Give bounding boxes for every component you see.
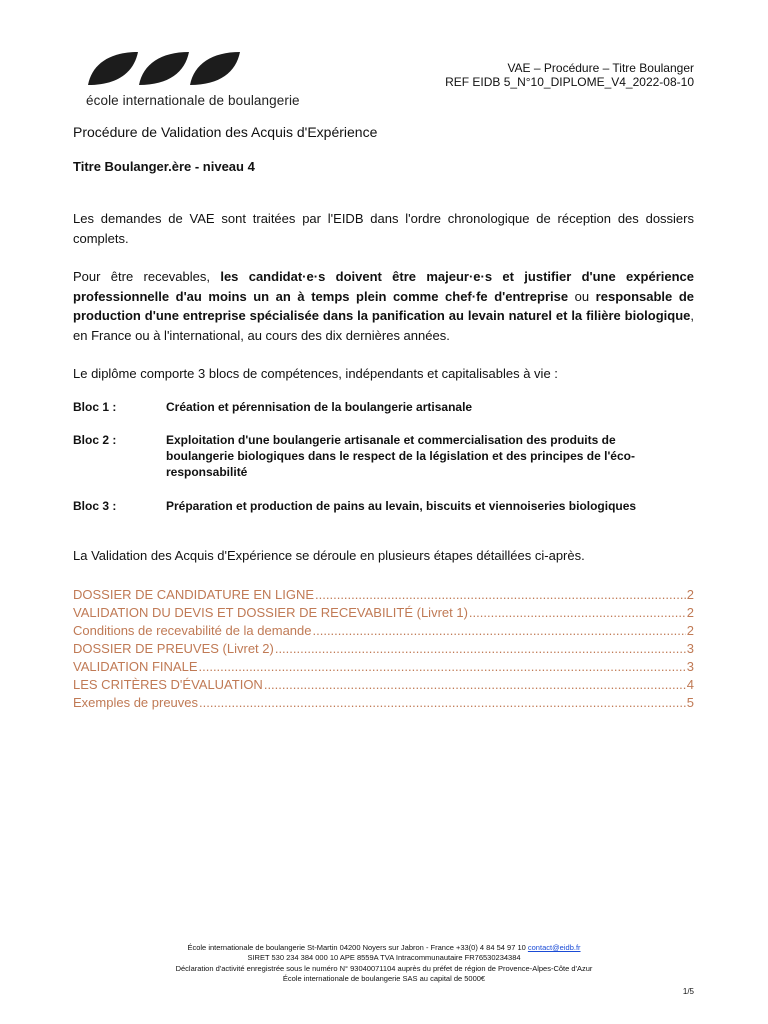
toc-page: 5: [686, 695, 694, 710]
document-reference: [445, 61, 694, 89]
document-subtitle: Titre Boulanger.ère - niveau 4: [73, 159, 255, 174]
toc-item[interactable]: [73, 695, 694, 713]
bloc-label: Bloc 3 :: [73, 499, 117, 513]
leaf-logo-icon: [86, 50, 326, 90]
toc-page: 2: [686, 623, 694, 638]
toc-item[interactable]: [73, 605, 694, 623]
toc-title: LES CRITÈRES D'ÉVALUATION: [73, 677, 263, 692]
toc-title: DOSSIER DE PREUVES (Livret 2): [73, 641, 274, 656]
footer-line-4: École internationale de boulangerie SAS au capital de 5000€: [282, 973, 486, 983]
page-number: 1/5: [682, 987, 694, 996]
toc-item[interactable]: [73, 623, 694, 641]
toc-page: 3: [686, 641, 694, 656]
bloc-label: Bloc 2 :: [73, 433, 117, 447]
footer-line-3: Déclaration d'activité enregistrée sous le numéro N° 93040071104 auprès du préfet de région de Provence-Alpes-Côte d'Azur: [175, 963, 593, 973]
eligibility-text-c: ou: [568, 288, 596, 304]
toc-leader: [199, 659, 686, 674]
toc-page: 2: [686, 605, 694, 620]
page-footer: [0, 943, 768, 984]
toc-item[interactable]: [73, 677, 694, 695]
footer-line-2: SIRET 530 234 384 000 10 APE 8559A TVA Intracommunautaire FR76530234384: [247, 953, 521, 963]
toc-title: VALIDATION DU DEVIS ET DOSSIER DE RECEVABILITÉ (Livret 1): [73, 605, 468, 620]
toc-leader: [275, 641, 686, 656]
eligibility-text-b: les candidat·e·s doivent être majeur·e·s et justifier d'une expérience professionnelle d'au moins un an à temps plein comme chef·fe d'entreprise: [73, 269, 694, 304]
paragraph-blocs-intro: Le diplôme comporte 3 blocs de compétences, indépendants et capitalisables à vie :: [73, 366, 558, 381]
bloc-text: Préparation et production de pains au levain, biscuits et viennoiseries biologiques: [166, 499, 637, 513]
toc-page: 4: [686, 677, 694, 692]
paragraph-eligibility: [73, 267, 694, 345]
toc-leader: [313, 623, 686, 638]
eligibility-text-e: , en France ou à l'international, au cours des dix dernières années.: [73, 308, 694, 343]
bloc-label: Bloc 1 :: [73, 400, 117, 414]
header-line-2: REF EIDB 5_N°10_DIPLOME_V4_2022-08-10: [445, 75, 694, 89]
toc-leader: [264, 677, 686, 692]
toc-item[interactable]: [73, 641, 694, 659]
toc-title: Exemples de preuves: [73, 695, 199, 710]
bloc-text: Création et pérennisation de la boulangerie artisanale: [166, 400, 473, 414]
footer-line-1: [0, 943, 768, 953]
contact-email-link[interactable]: contact@eidb.fr: [527, 943, 581, 952]
table-of-contents: [73, 587, 694, 713]
toc-leader: [315, 587, 686, 602]
header-line-1: VAE – Procédure – Titre Boulanger: [507, 61, 694, 75]
paragraph-intro: Les demandes de VAE sont traitées par l'EIDB dans l'ordre chronologique de réception des dossiers complets.: [73, 211, 694, 246]
paragraph-steps-intro: La Validation des Acquis d'Expérience se déroule en plusieurs étapes détaillées ci-après.: [73, 548, 585, 563]
logo-text: école internationale de boulangerie: [86, 93, 300, 108]
footer-address: École internationale de boulangerie St-Martin 04200 Noyers sur Jabron - France +33(0) 4 84 54 97 10: [187, 943, 528, 952]
toc-title: Conditions de recevabilité de la demande: [73, 623, 312, 638]
document-title: Procédure de Validation des Acquis d'Expérience: [73, 124, 378, 140]
toc-leader: [199, 695, 686, 710]
eligibility-text-d: responsable de production d'une entreprise spécialisée dans la panification au levain naturel et la filière biologique: [73, 288, 694, 323]
toc-item[interactable]: [73, 659, 694, 677]
school-logo: [86, 50, 326, 108]
toc-leader: [469, 605, 686, 620]
bloc-text: Exploitation d'une boulangerie artisanale et commercialisation des produits de boulangerie biologiques dans le respect de la législation et des principes de l'éco-responsabilité: [166, 433, 635, 479]
eligibility-text-a: Pour être recevables,: [73, 269, 221, 284]
toc-page: 2: [686, 587, 694, 602]
toc-title: VALIDATION FINALE: [73, 659, 198, 674]
toc-page: 3: [686, 659, 694, 674]
toc-item[interactable]: [73, 587, 694, 605]
toc-title: DOSSIER DE CANDIDATURE EN LIGNE: [73, 587, 315, 602]
